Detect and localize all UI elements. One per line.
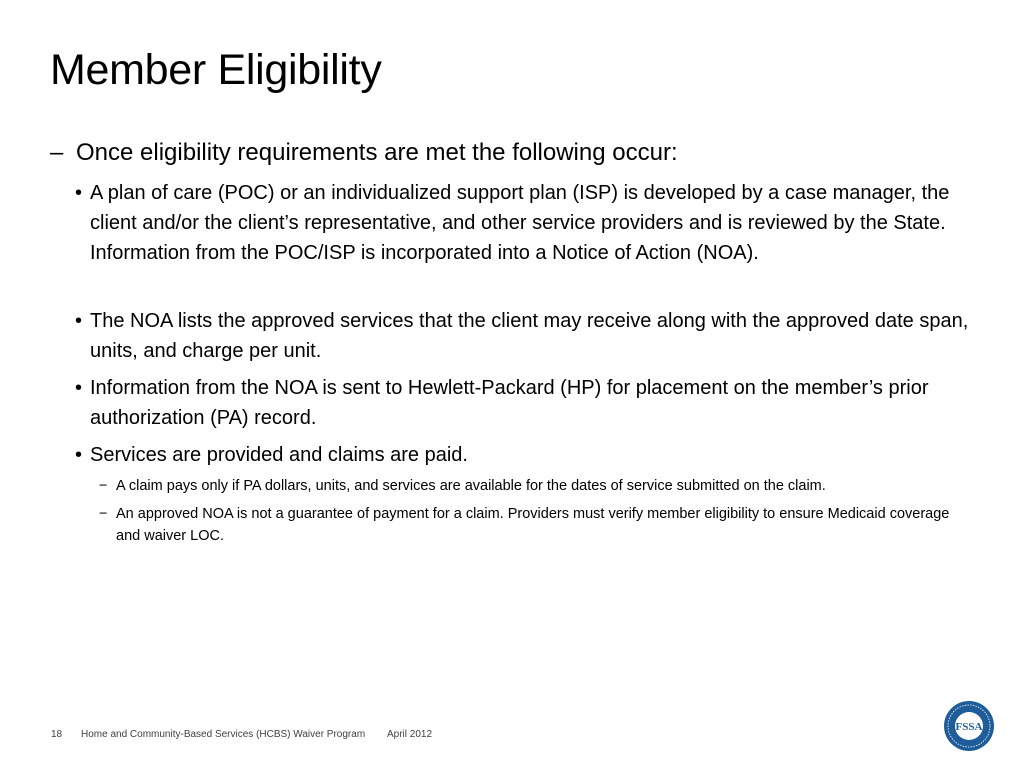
- intro-dash: –: [50, 139, 64, 166]
- program-name: Home and Community-Based Services (HCBS) Waiver Program: [81, 729, 366, 740]
- bullet-text: The NOA lists the approved services that the client may receive along with the approved date span, units, and charge per unit.: [90, 310, 969, 362]
- bullet-text: Services are provided and claims are paid.: [90, 444, 468, 466]
- sub-bullet-marker: −: [99, 506, 108, 522]
- sub-bullet-text: A claim pays only if PA dollars, units, and services are available for the dates of service submitted on the claim.: [116, 478, 826, 494]
- bullet-marker: •: [75, 377, 83, 399]
- slide-title: Member Eligibility: [50, 46, 382, 94]
- sub-bullet-marker: −: [99, 478, 108, 494]
- fssa-seal-logo: [943, 700, 995, 752]
- bullet-marker: •: [75, 182, 83, 204]
- page-number: 18: [51, 729, 63, 740]
- intro-text: Once eligibility requirements are met the following occur:: [76, 139, 678, 166]
- bullet-marker: •: [75, 444, 83, 466]
- sub-bullet-text: An approved NOA is not a guarantee of payment for a claim. Providers must verify member eligibility to ensure Medicaid coverage and waiver LOC.: [116, 506, 950, 544]
- intro-line: [50, 139, 678, 167]
- footer-date: April 2012: [387, 729, 433, 740]
- bullet-text: Information from the NOA is sent to Hewlett-Packard (HP) for placement on the member’s prior authorization (PA) record.: [90, 377, 929, 429]
- seal-monogram: FSSA: [955, 721, 983, 733]
- bullet-text: A plan of care (POC) or an individualized support plan (ISP) is developed by a case manager, the client and/or the client’s representative, and other service providers and is reviewed by the State. Information from the POC/ISP is incorporated into a Notice of Action (NOA).: [90, 182, 950, 264]
- bullet-marker: •: [75, 310, 83, 332]
